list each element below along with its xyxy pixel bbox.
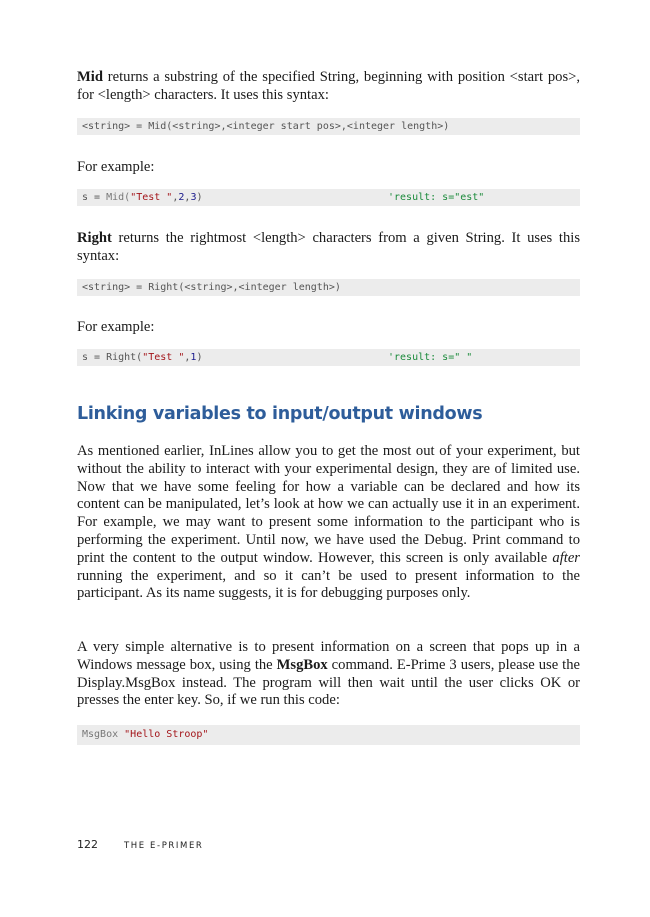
document-page [77,0,580,917]
code-sep: , [172,192,179,203]
right-description [77,230,580,266]
section-heading: Linking variables to input/output windows [77,404,483,424]
code-number: 2 [178,192,185,203]
code-string: "Hello Stroop" [124,729,209,740]
mid-syntax-code: <string> = Mid(<string>,<integer start pos>,<integer length>) [77,118,580,135]
inlines-paragraph-text: As mentioned earlier, InLines allow you to get the most out of your experiment, but without the ability to interact with your experimental design, they are of limited use. Now that we have some feeling for how a variable can be declared and how its content can be manipulated, let’s look at how we can actually use it in an experiment. For example, we may want to present some information to the participant who is performing the experiment. Until now, we have used the Debug. Print command to print the content to the output window. However, this screen is only available [77,443,580,566]
inlines-paragraph-end: running the experiment, and so it can’t be used to present information to the participant. As its name suggests, it is for debugging purposes only. [77,567,580,602]
msgbox-code [77,725,580,745]
msgbox-paragraph-text: A very simple alternative is to present information on a screen that pops up in a Windows message box, using the [77,639,580,673]
code-text: ) [196,192,203,203]
page-number: 122 [77,838,98,851]
page-footer [77,838,203,851]
code-number: 3 [190,192,197,203]
emphasis-after: after [552,549,580,566]
mid-term: Mid [77,69,103,85]
code-text: s = Right( [82,352,143,363]
right-term: Right [77,230,112,246]
right-syntax-code: <string> = Right(<string>,<integer length>) [77,279,580,296]
code-comment: 'result: s="est" [388,192,485,203]
example-label-2: For example: [77,319,155,335]
right-description-text: returns the rightmost <length> characters from a given String. It uses this syntax: [77,230,580,264]
mid-example-code [77,189,580,206]
code-number: 1 [190,352,197,363]
right-example-code [77,349,580,366]
code-sep: , [184,352,191,363]
msgbox-term: MsgBox [276,656,328,673]
code-command: MsgBox [82,729,125,740]
code-string: "Test " [142,352,185,363]
code-function: Mid( [106,192,131,203]
code-text: ) [196,352,203,363]
example-label-1: For example: [77,159,155,175]
code-text: s = [82,192,107,203]
msgbox-paragraph-end: command. E-Prime 3 users, please use the Display.MsgBox instead. The program will then wait until the user clicks OK or presses the enter key. So, if we run this code: [77,656,580,709]
inlines-paragraph [77,443,580,603]
msgbox-paragraph [77,639,580,710]
mid-description [77,69,580,105]
running-title: THE E-PRIMER [124,841,204,851]
code-string: "Test " [130,192,173,203]
code-sep: , [184,192,191,203]
code-comment: 'result: s=" " [388,352,473,363]
mid-description-text: returns a substring of the specified String, beginning with position <start pos>, for <length> characters. It uses this syntax: [77,69,580,103]
